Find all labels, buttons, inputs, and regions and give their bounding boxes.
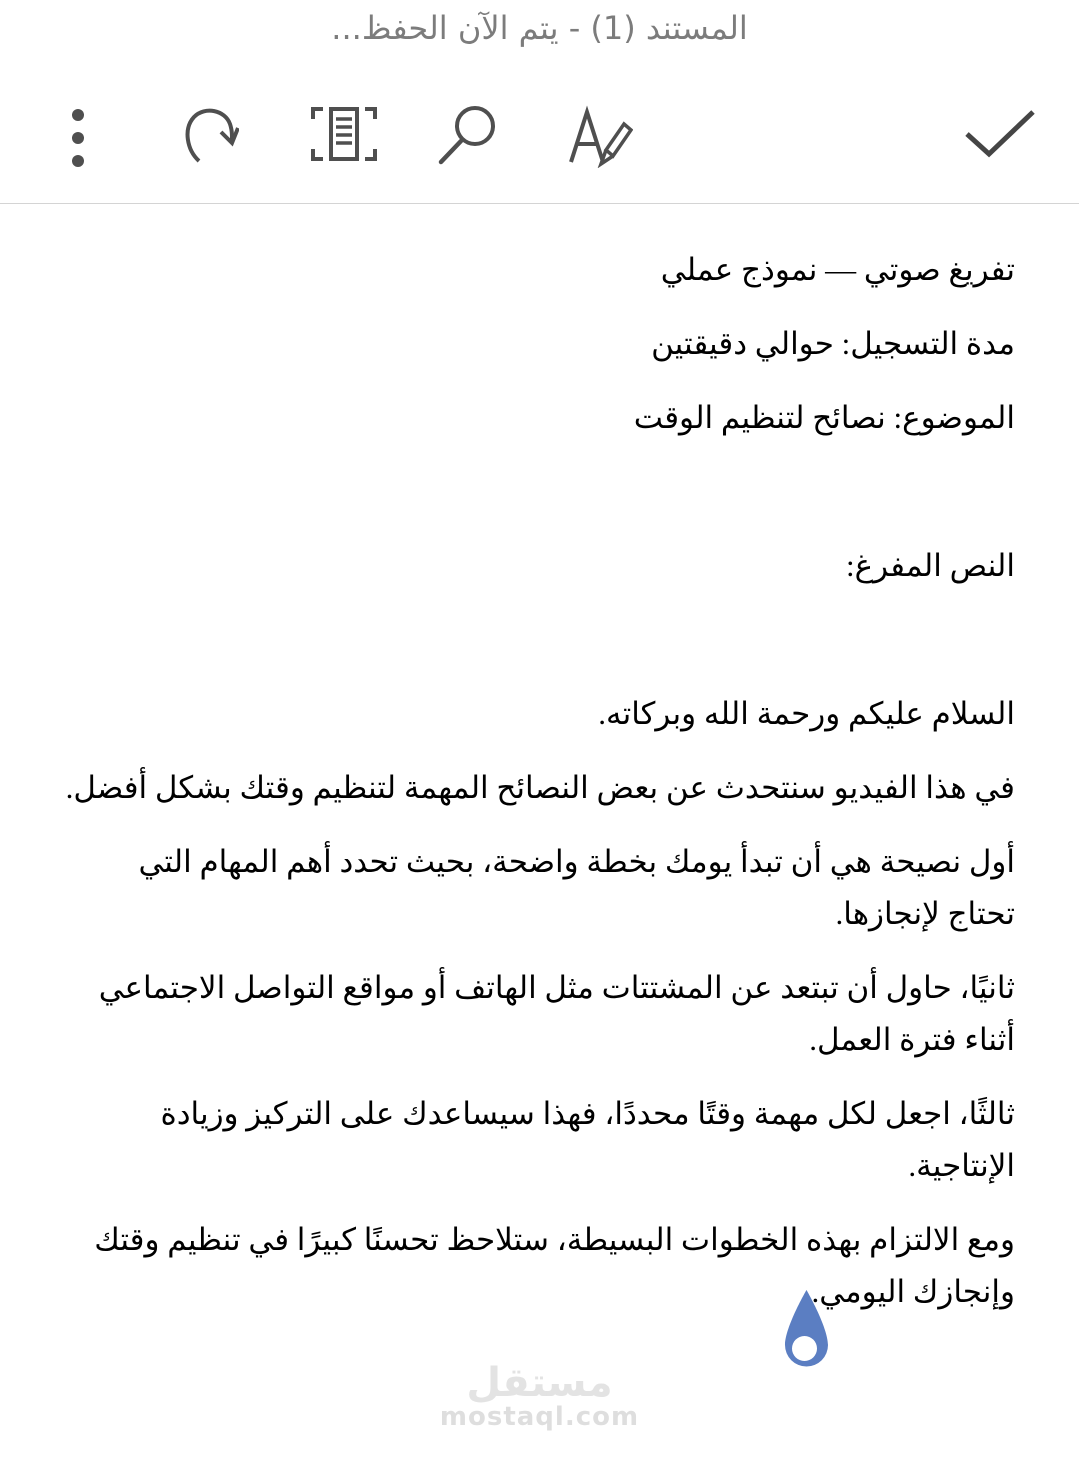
redo-button[interactable]: [181, 104, 239, 164]
overflow-menu-icon: [71, 108, 85, 168]
cursor-handle-icon: [784, 1289, 829, 1381]
doc-paragraph: النص المفرغ:: [845, 548, 1015, 583]
format-button[interactable]: [564, 103, 634, 169]
done-button[interactable]: [960, 107, 1040, 159]
watermark-site: mostaql.com: [439, 1402, 640, 1432]
overflow-menu-button[interactable]: [70, 108, 86, 168]
app-bar: [0, 0, 1079, 204]
doc-paragraph: في هذا الفيديو سنتحدث عن بعض النصائح المهمة لتنظيم وقتك بشكل أفضل.: [65, 770, 1015, 805]
doc-paragraph: الموضوع: نصائح لتنظيم الوقت: [633, 400, 1015, 435]
mobile-view-button[interactable]: [310, 105, 378, 163]
doc-paragraph-empty: [64, 466, 1015, 518]
document-canvas[interactable]: [0, 204, 1079, 1458]
mobile-view-icon: [311, 106, 377, 162]
search-button[interactable]: [436, 103, 500, 167]
doc-paragraph-empty: [64, 614, 1015, 666]
done-check-icon: [961, 108, 1039, 158]
doc-paragraph: السلام عليكم ورحمة الله وبركاته.: [598, 696, 1015, 731]
doc-paragraph: ومع الالتزام بهذه الخطوات البسيطة، ستلاحظ تحسنًا كبيرًا في تنظيم وقتك وإنجازك اليومي.: [94, 1222, 1015, 1309]
doc-paragraph: ثالثًا، اجعل لكل مهمة وقتًا محددًا، فهذا سيساعدك على التركيز وزيادة الإنتاجية.: [160, 1096, 1015, 1183]
doc-paragraph: ثانيًا، حاول أن تبتعد عن المشتتات مثل الهاتف أو مواقع التواصل الاجتماعي أثناء فترة العمل.: [98, 970, 1015, 1057]
watermark-logo: مستقل: [466, 1360, 613, 1406]
text-cursor-handle[interactable]: [784, 1289, 829, 1381]
document-title-status: المستند (1) - يتم الآن الحفظ...: [331, 9, 748, 47]
doc-paragraph: مدة التسجيل: حوالي دقيقتين: [651, 326, 1015, 361]
format-pen-icon: [565, 104, 633, 168]
redo-icon: [181, 104, 239, 164]
search-icon: [437, 104, 499, 166]
doc-paragraph: أول نصيحة هي أن تبدأ يومك بخطة واضحة، بحيث تحدد أهم المهام التي تحتاج لإنجازها.: [138, 844, 1015, 931]
doc-paragraph: تفريغ صوتي — نموذج عملي: [660, 252, 1015, 287]
